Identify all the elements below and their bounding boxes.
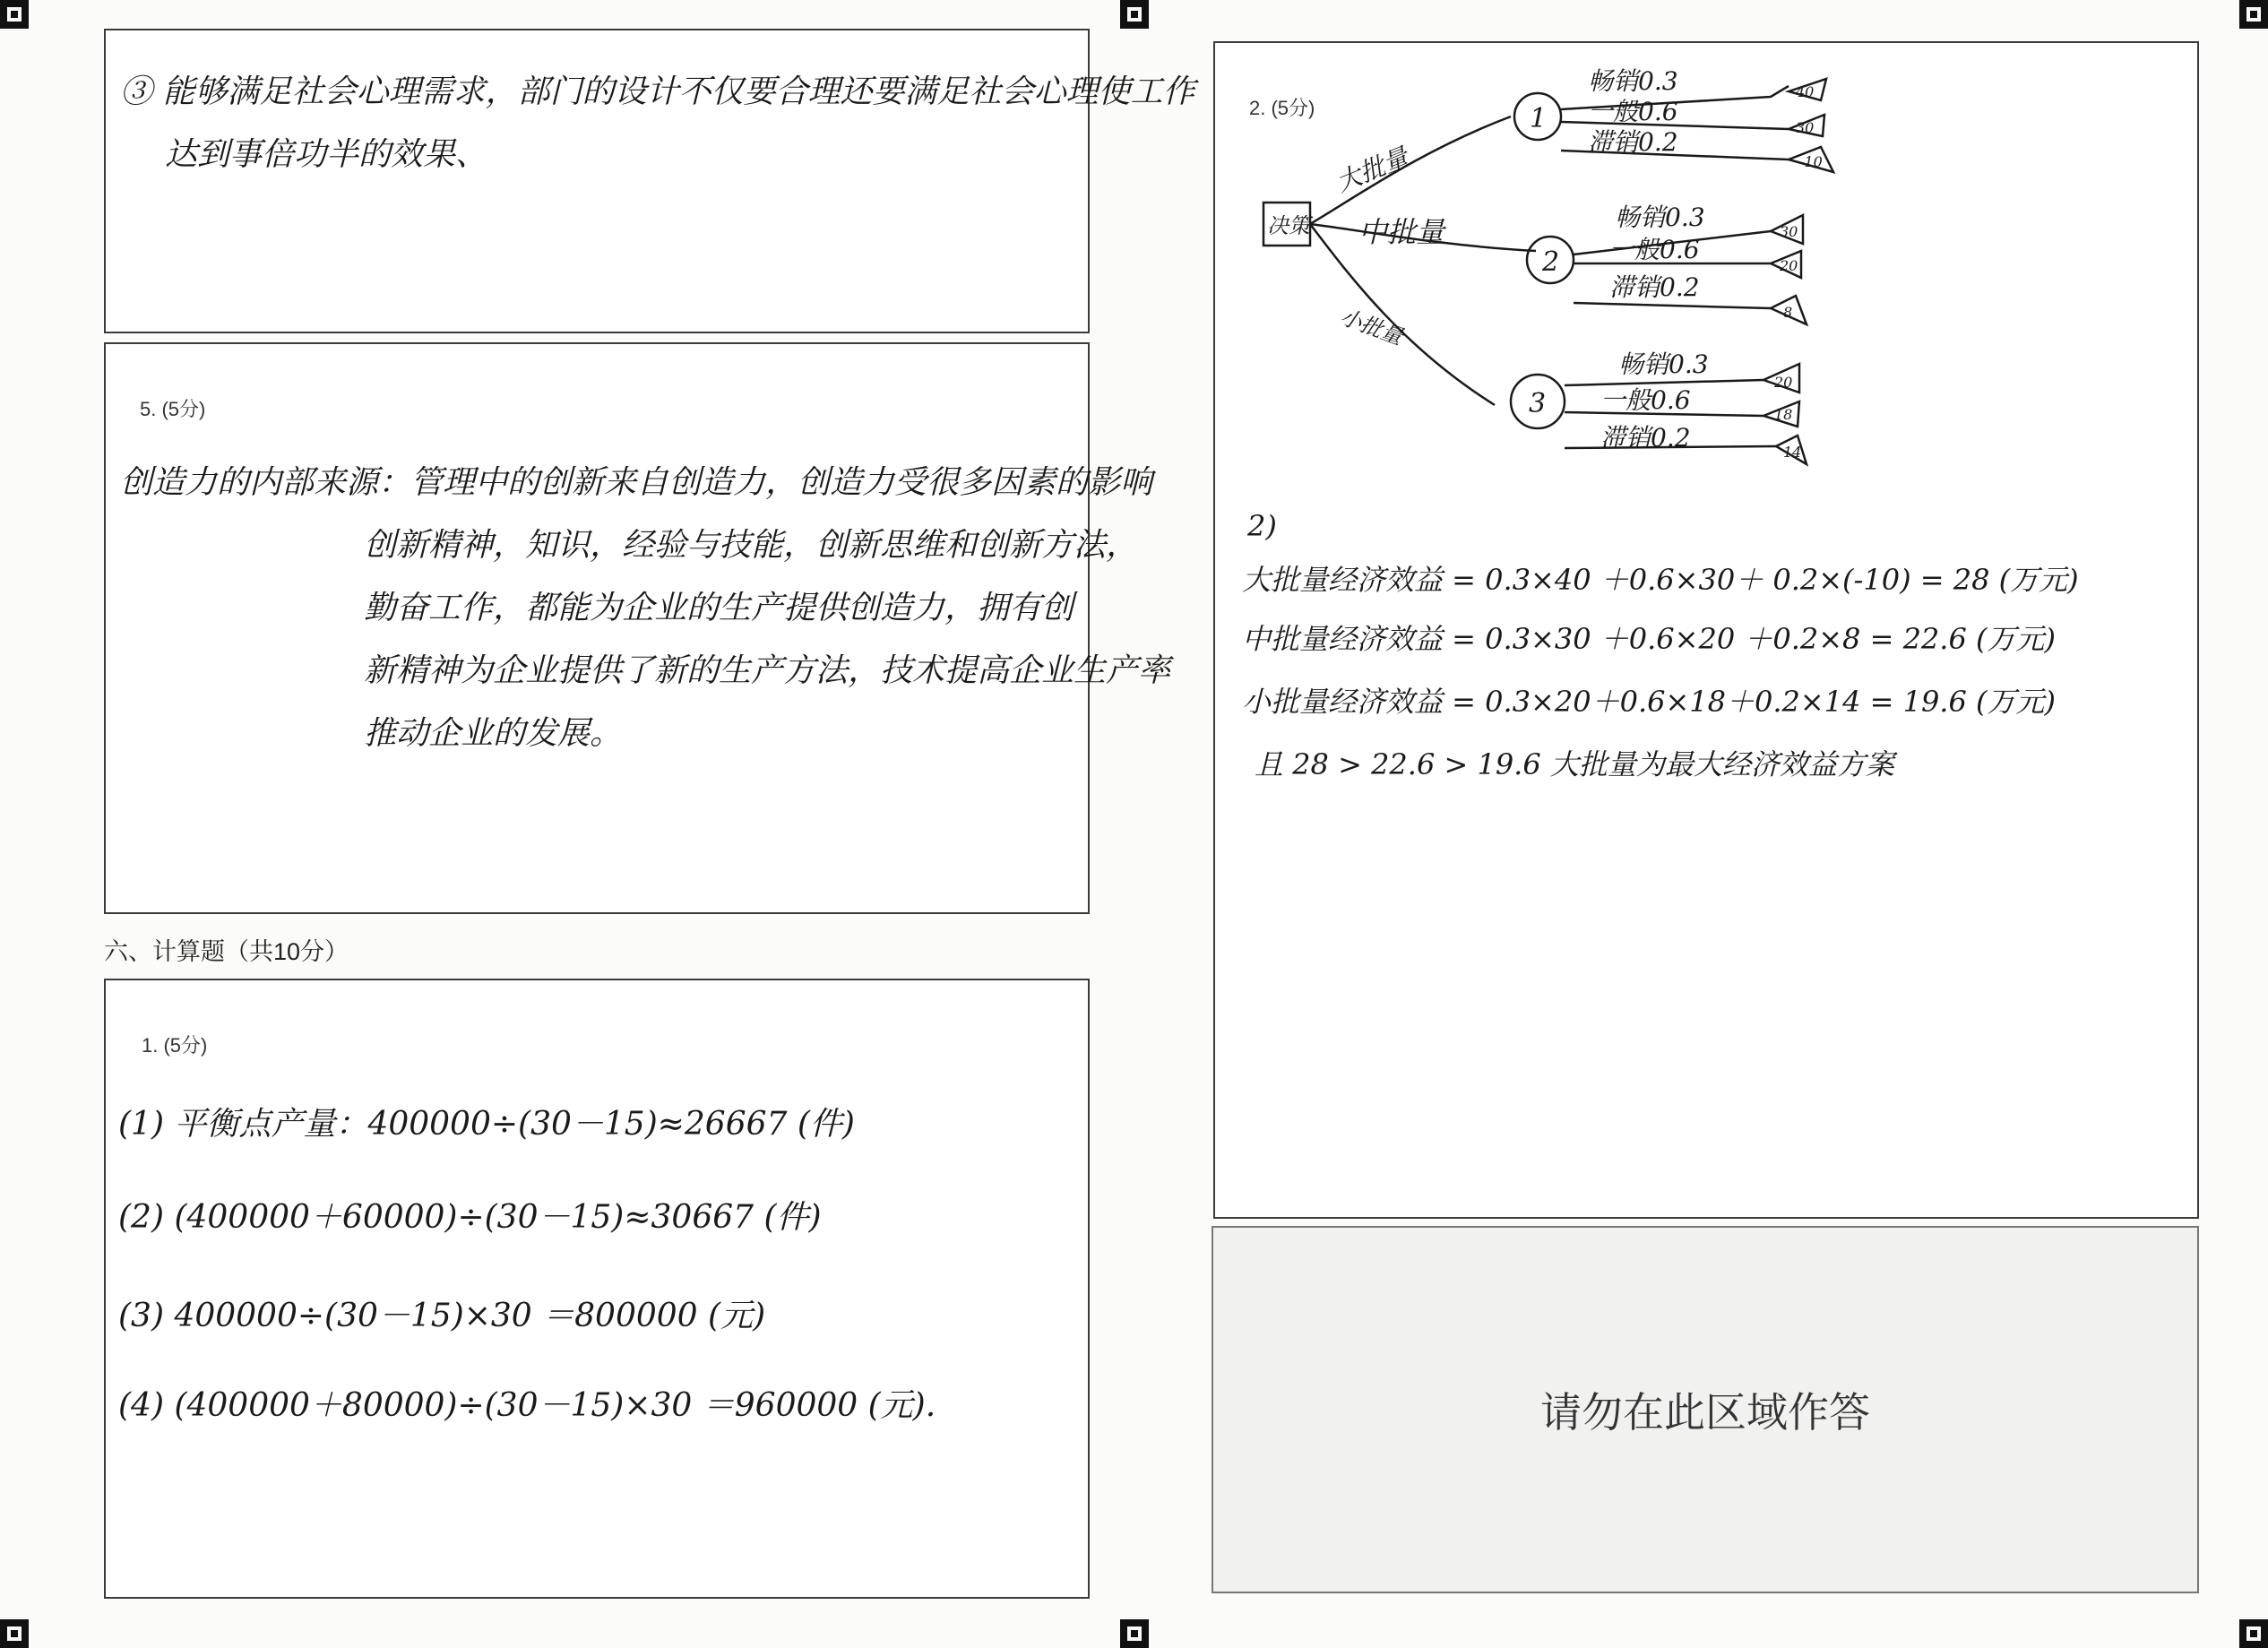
- payoff-value: 30: [1780, 223, 1798, 240]
- question-label: 2. (5分): [1249, 97, 1315, 119]
- handwritten-line: 新精神为企业提供了新的生产方法，技术提高企业生产率: [364, 652, 1171, 689]
- handwritten-line: 达到事倍功半的效果、: [165, 136, 488, 173]
- branch-line-small: [1310, 224, 1495, 405]
- node-number-2: 2: [1542, 246, 1560, 278]
- no-answer-text: 请勿在此区域作答: [1540, 1389, 1870, 1436]
- outcome-label: 一般0.6: [1588, 97, 1678, 126]
- outcome-label: 滞销0.2: [1609, 272, 1700, 302]
- corner-marker-top-center: [1120, 0, 1149, 29]
- corner-marker-bottom-right: [2239, 1619, 2268, 1648]
- answer-box-q5: [104, 342, 1171, 914]
- section-title: 六、计算题（共10分）: [104, 938, 349, 965]
- handwritten-line: 勤奋工作，都能为企业的生产提供创造力，拥有创: [364, 590, 1074, 626]
- outcome-label: 滞销0.2: [1588, 127, 1678, 157]
- payoff-value: 18: [1774, 406, 1793, 423]
- question-label: 5. (5分): [140, 398, 206, 420]
- branch-label-medium: 中批量: [1358, 215, 1445, 249]
- outcome-label: 畅销0.3: [1588, 66, 1678, 96]
- handwritten-line: (3) 400000÷(30－15)×30 ＝800000 (元): [118, 1298, 766, 1334]
- handwritten-line: (1) 平衡点产量：400000÷(30－15)≈26667 (件): [118, 1106, 855, 1143]
- payoff-value: 30: [1796, 119, 1815, 136]
- handwritten-line: (2) (400000＋60000)÷(30－15)≈30667 (件): [118, 1199, 822, 1236]
- part-label: 2): [1247, 509, 1277, 543]
- handwritten-line: (4) (400000＋80000)÷(30－15)×30 ＝960000 (元).: [118, 1387, 936, 1424]
- payoff-value: 14: [1783, 444, 1802, 461]
- payoff-value: 40: [1796, 83, 1815, 100]
- corner-marker-top-right: [2239, 0, 2268, 29]
- payoff-value: -10: [1799, 153, 1823, 170]
- handwritten-line: 创新精神，知识，经验与技能，创新思维和创新方法，: [364, 527, 1139, 564]
- answer-box-q1: [104, 979, 1090, 1599]
- corner-marker-bottom-left: [0, 1619, 29, 1648]
- outcome-label: 一般0.6: [1600, 385, 1691, 415]
- question-label: 1. (5分): [142, 1034, 208, 1057]
- branch-label-small: 小批量: [1336, 304, 1407, 350]
- calc-line: 小批量经济效益 = 0.3×20＋0.6×18＋0.2×14 = 19.6 (万元): [1242, 685, 2056, 719]
- payoff-value: 8: [1783, 304, 1793, 321]
- outcome-label: 一般0.6: [1609, 235, 1700, 264]
- calc-line: 大批量经济效益 = 0.3×40 ＋0.6×30＋ 0.2×(-10) = 28 (万元): [1242, 563, 2079, 597]
- corner-marker-bottom-center: [1120, 1619, 1149, 1648]
- outcome-label: 滞销0.2: [1600, 423, 1691, 453]
- corner-marker-top-left: [0, 0, 29, 29]
- outcome-label: 畅销0.3: [1615, 203, 1705, 232]
- calc-line: 中批量经济效益 = 0.3×30 ＋0.6×20 ＋0.2×8 = 22.6 (万元): [1242, 622, 2056, 656]
- handwritten-line: ③ 能够满足社会心理需求，部门的设计不仅要合理还要满足社会心理使工作: [120, 73, 1195, 110]
- answer-box-continuation: [104, 29, 1195, 333]
- node-number-1: 1: [1530, 103, 1548, 134]
- handwritten-line: 创造力的内部来源：管理中的创新来自创造力，创造力受很多因素的影响: [120, 464, 1153, 501]
- answer-box-q2: [1213, 41, 2199, 1219]
- calc-line: 且 28 > 22.6 > 19.6 大批量为最大经济效益方案: [1255, 747, 1894, 781]
- outcome-label: 畅销0.3: [1618, 349, 1709, 379]
- node-number-3: 3: [1529, 388, 1547, 419]
- handwritten-line: 推动企业的发展。: [364, 715, 623, 752]
- decision-root-label: 决策: [1267, 213, 1310, 238]
- decision-tree: [1215, 43, 2197, 491]
- payoff-value: 20: [1780, 257, 1798, 274]
- payoff-value: 20: [1774, 374, 1793, 391]
- no-answer-zone: [1212, 1226, 2199, 1593]
- branch-label-large: 大批量: [1332, 142, 1413, 198]
